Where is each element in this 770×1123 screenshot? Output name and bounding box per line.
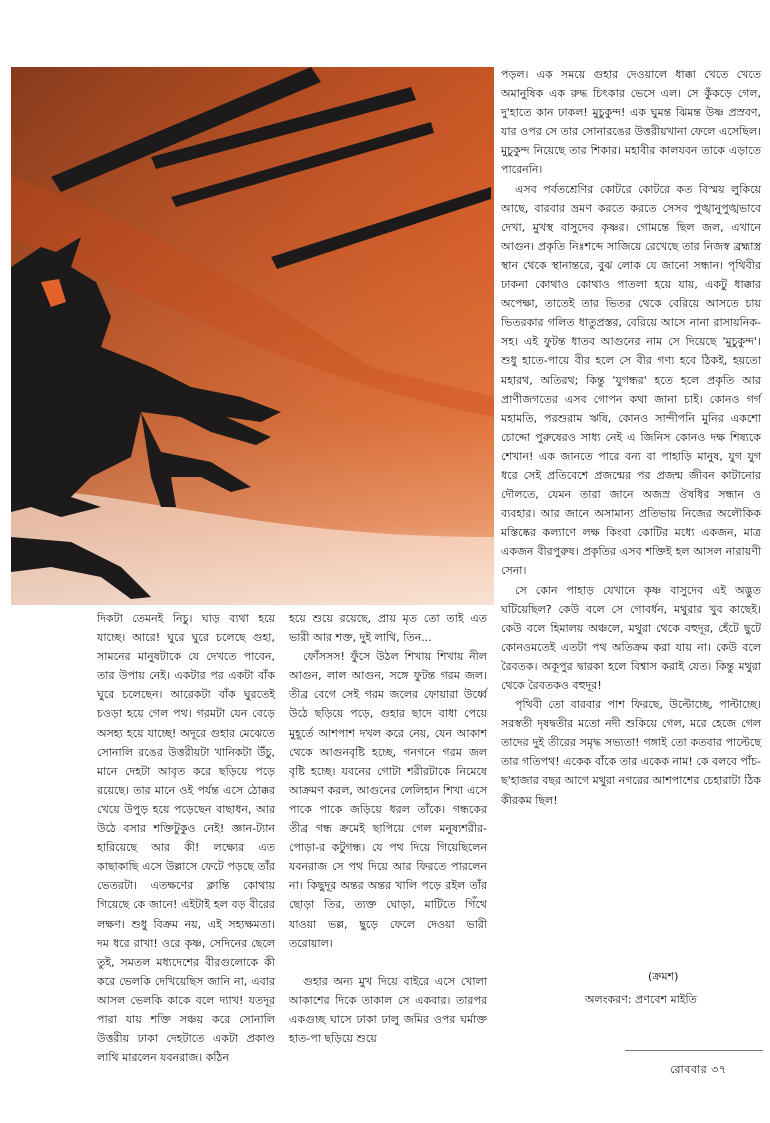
paragraph: হয়ে শুয়ে রয়েছে, প্রায় মৃত তো তাই এত ভারী আর শক্ত, দুই লাথি, তিন...	[289, 612, 487, 645]
footer-rule	[625, 1050, 763, 1051]
to-be-continued: (ক্রমশ)	[648, 970, 679, 983]
paragraph: এসব পর্বতশ্রেণির কোটরে কোটরে কত বিস্ময় লুকিয়ে আছে, বারবার ভ্রমণ করতে করতে সেসব পুঙ্খানুপুঙ্খভাবে দেখা, মুখস্থ বাসুদেব কৃষ্ণর। গোমন্তে ছিল জল, এখানে আগুন। প্রকৃতি নিঃশব্দে সাজিয়ে রেখেছে তার নিজস্ব ব্রহ্মাস্ত্র স্থান থেকে স্থানান্তরে, বুঝ লোক যে জানো সন্ধান। পৃথিবীর ঢাকনা কোথাও কোথাও পাতলা হয়ে যায়, একটু ধাক্কার অপেক্ষা, তাতেই তার ভিতর থেকে বেরিয়ে আসতে চায় ভিতরকার গলিত ধাতুপ্রস্তর, বেরিয়ে আসে নানা রাসায়নিক-সহ। এই ফুটন্ত ধাতব আগুনের নাম সে দিয়েছে 'মুচুকুন্দ'। শুধু হাতে-পায়ে বীর হলে সে বীর গণ্য হবে ঠিকই, হয়তো মহারথ, অতিরথ; কিন্তু 'যুগন্ধর' হতে হলে প্রকৃতি আর প্রাণীজগতের এসব গোপন কথা জানা চাই। কোনও গর্গ মহামতি, পরশুরাম ঋষি, কোনও সান্দীপনি মুনির একশো চোদ্দো পুরুষেরও সাধ্য নেই এ জিনিস কোনও দক্ষ শিষ্যকে শেখান! এক জানতে পারে বন্য বা পাহাড়ি মানুষ, যুগ যুগ ধরে সেই প্রতিবেশে প্রজন্মের পর প্রজন্ম জীবন কাটানোর দৌলতে, যেমন তারা জানে অজস্র ঔষধির সন্ধান ও ব্যবহার। আর জানে অসামান্য প্রতিভায় নিজের অলৌকিক মস্তিষ্কের কল্যাণে লক্ষ কিংবা কোটির মধ্যে একজন, মাত্র একজন বীরপুরুষ। প্রকৃতির এসব শক্তিই হল আসল নারায়ণী সেনা।	[501, 182, 761, 578]
paragraph: সে কোন পাহাড় যেখানে কৃষ্ণ বাসুদেব এই অদ্ভুত ঘটিয়েছিল? কেউ বলে সে গোবর্ধন, মথুরার খুব কাছেই। কেউ বলে হিমালয় অঞ্চলে, মথুরা থেকে বহুদূর, হেঁটে ছুটে কোনওমতেই এতটা পথ অতিক্রম করা যায় না। কেউ বলে রৈবতক। অকূপুর দ্বারকা হলে বিশ্বাস করাই যেত। কিন্তু মথুরা থেকে রৈবতকও বহুদূর!	[501, 583, 761, 692]
dark-horse-painting-icon	[11, 67, 494, 605]
illustration-credit: অলংকরণ: প্রণবেশ মাইতি	[585, 993, 697, 1006]
text-column-1	[97, 609, 275, 1067]
illustration	[11, 67, 494, 605]
text-column-2	[289, 609, 487, 1048]
paragraph: দিকটা তেমনই নিচু। ঘাড় ব্যথা হয়ে যাচ্ছে। আরে! ঘুরে ঘুরে চলেছে গুহা, সামনের মানুষটাকে যে দেখতে পাবেন, তার উপায় নেই। একটার পর একটা বাঁক ঘুরে চলেছেন। আরেকটা বাঁক ঘুরতেই চওড়া হয়ে গেল পথ। গরমটা যেন বেড়ে অসহ্য হয়ে যাচ্ছে! অদূরে গুহার মেঝেতে সোনালি রঙের উত্তরীয়টা খানিকটা উঁচু, মানে দেহটা আবৃত করে ছড়িয়ে পড়ে রয়েছে। তার মানে ওই পর্যন্ত এসে ঠোক্কর খেয়ে উপুড় হয়ে পড়েছেন বাছাধন, আর উঠে বসার শক্তিটুকুও নেই! জ্ঞান-ট্যান হারিয়েছে আর কী! লক্ষ্যের এত কাছাকাছি এসে উল্লাসে ফেটে পড়ছে তাঁর ভেতরটা। এতক্ষণের ক্লান্তি কোথায় গিয়েছে কে জানে! এইটাই হল বড় বীরের লক্ষণ। শুধু বিক্রম নয়, এই সহ্যক্ষমতা। দম ধরে রাখা! ওরে কৃষ্ণ, সেদিনের ছেলে তুই, সমতল মধ্যদেশের বীরগুলোকে কী করে ভেলকি দেখিয়েছিস জানি না, এবার আসল ভেলকি কাকে বলে দ্যাখ! যতদূর পারা যায় শক্তি সঞ্চয় করে সোনালি উত্তরীয় ঢাকা দেহটাতে একটা প্রকাণ্ড লাথি মারলেন যবনরাজ। কঠিন	[97, 612, 275, 1065]
paragraph: ফোঁসসস! ফুঁসে উঠল শিখায় শিখায় নীল আগুন, লাল আগুন, সঙ্গে ফুটন্ত গরম জল। তীব্র বেগে সেই গরম জলের ফোয়ারা উর্ধ্বে উঠে ছড়িয়ে পড়ে, গুহার ছাদে বাধা পেয়ে মুহূর্তে আশপাশ দখল করে নেয়, যেন আকাশ থেকে আগুনবৃষ্টি হচ্ছে, গনগনে গরম জল বৃষ্টি হচ্ছে। যবনের গোটা শরীরটাকে নিমেষে আক্রমণ করল, আগুনের লেলিহান শিখা এসে পাকে পাকে জড়িয়ে ধরল তাঁকে। গন্ধকের তীব্র গন্ধ ক্রমেই ছাপিয়ে গেল মনুষ্যশরীর-পোড়া-র কটুগন্ধ। যে পথ দিয়ে গিয়েছিলেন যবনরাজ সে পথ দিয়ে আর ফিরতে পারলেন না। কিছুদূর অন্তর অন্তর খালি পড়ে রইল তাঁর ছোড়া তির, ত্যক্ত ঘোড়া, মাটিতে গিঁথে যাওয়া ভল্ল, ছুড়ে ফেলে দেওয়া ভারী তরোয়াল।	[289, 650, 487, 950]
page-footer: রোববার ৩৭	[670, 1063, 727, 1076]
paragraph: গুহার অন্য মুখ দিয়ে বাইরে এসে খোলা আকাশের দিকে তাকাল সে একবার। তারপর একগুচ্ছ ঘাসে ঢাকা ঢালু জমির ওপর ঘর্মাক্ত হাত-পা ছড়িয়ে শুয়ে	[289, 974, 487, 1045]
paragraph: পড়ল। এক সময়ে গুহার দেওয়ালে ধাক্কা খেতে খেতে অমানুষিক এক রুদ্ধ চিৎকার ভেসে এল। সে কুঁকড়ে গেল, দু'হাতে কান ঢাকল! মুচুকুন্দ! এক ঘুমন্ত ঝিমন্ত উষ্ণ প্রস্রবণ, যার ওপর সে তার সোনারঙের উত্তরীয়খানা ফেলে এসেছিল। মুচুকুন্দ নিয়েছে তার শিকার। মহাবীর কালযবন তাকে এড়াতে পারেননি।	[501, 68, 761, 177]
paragraph: পৃথিবী তো বারবার পাশ ফিরছে, উল্টোচ্ছে, পাল্টাচ্ছে। সরস্বতী দৃষদ্বতীর মতো নদী শুকিয়ে গেল, মরে হেজে গেল তাদের দুই তীরের সমৃদ্ধ সভ্যতা! গঙ্গাই তো কতবার পাল্টেছে তার গতিপথ! একেক বাঁকে তার একেক নাম! কে বলবে পাঁচ-ছ'হাজার বছর আগে মথুরা নগরের আশপাশের চেহারাটা ঠিক কীরকম ছিল!	[501, 698, 761, 807]
text-column-3	[501, 65, 761, 810]
